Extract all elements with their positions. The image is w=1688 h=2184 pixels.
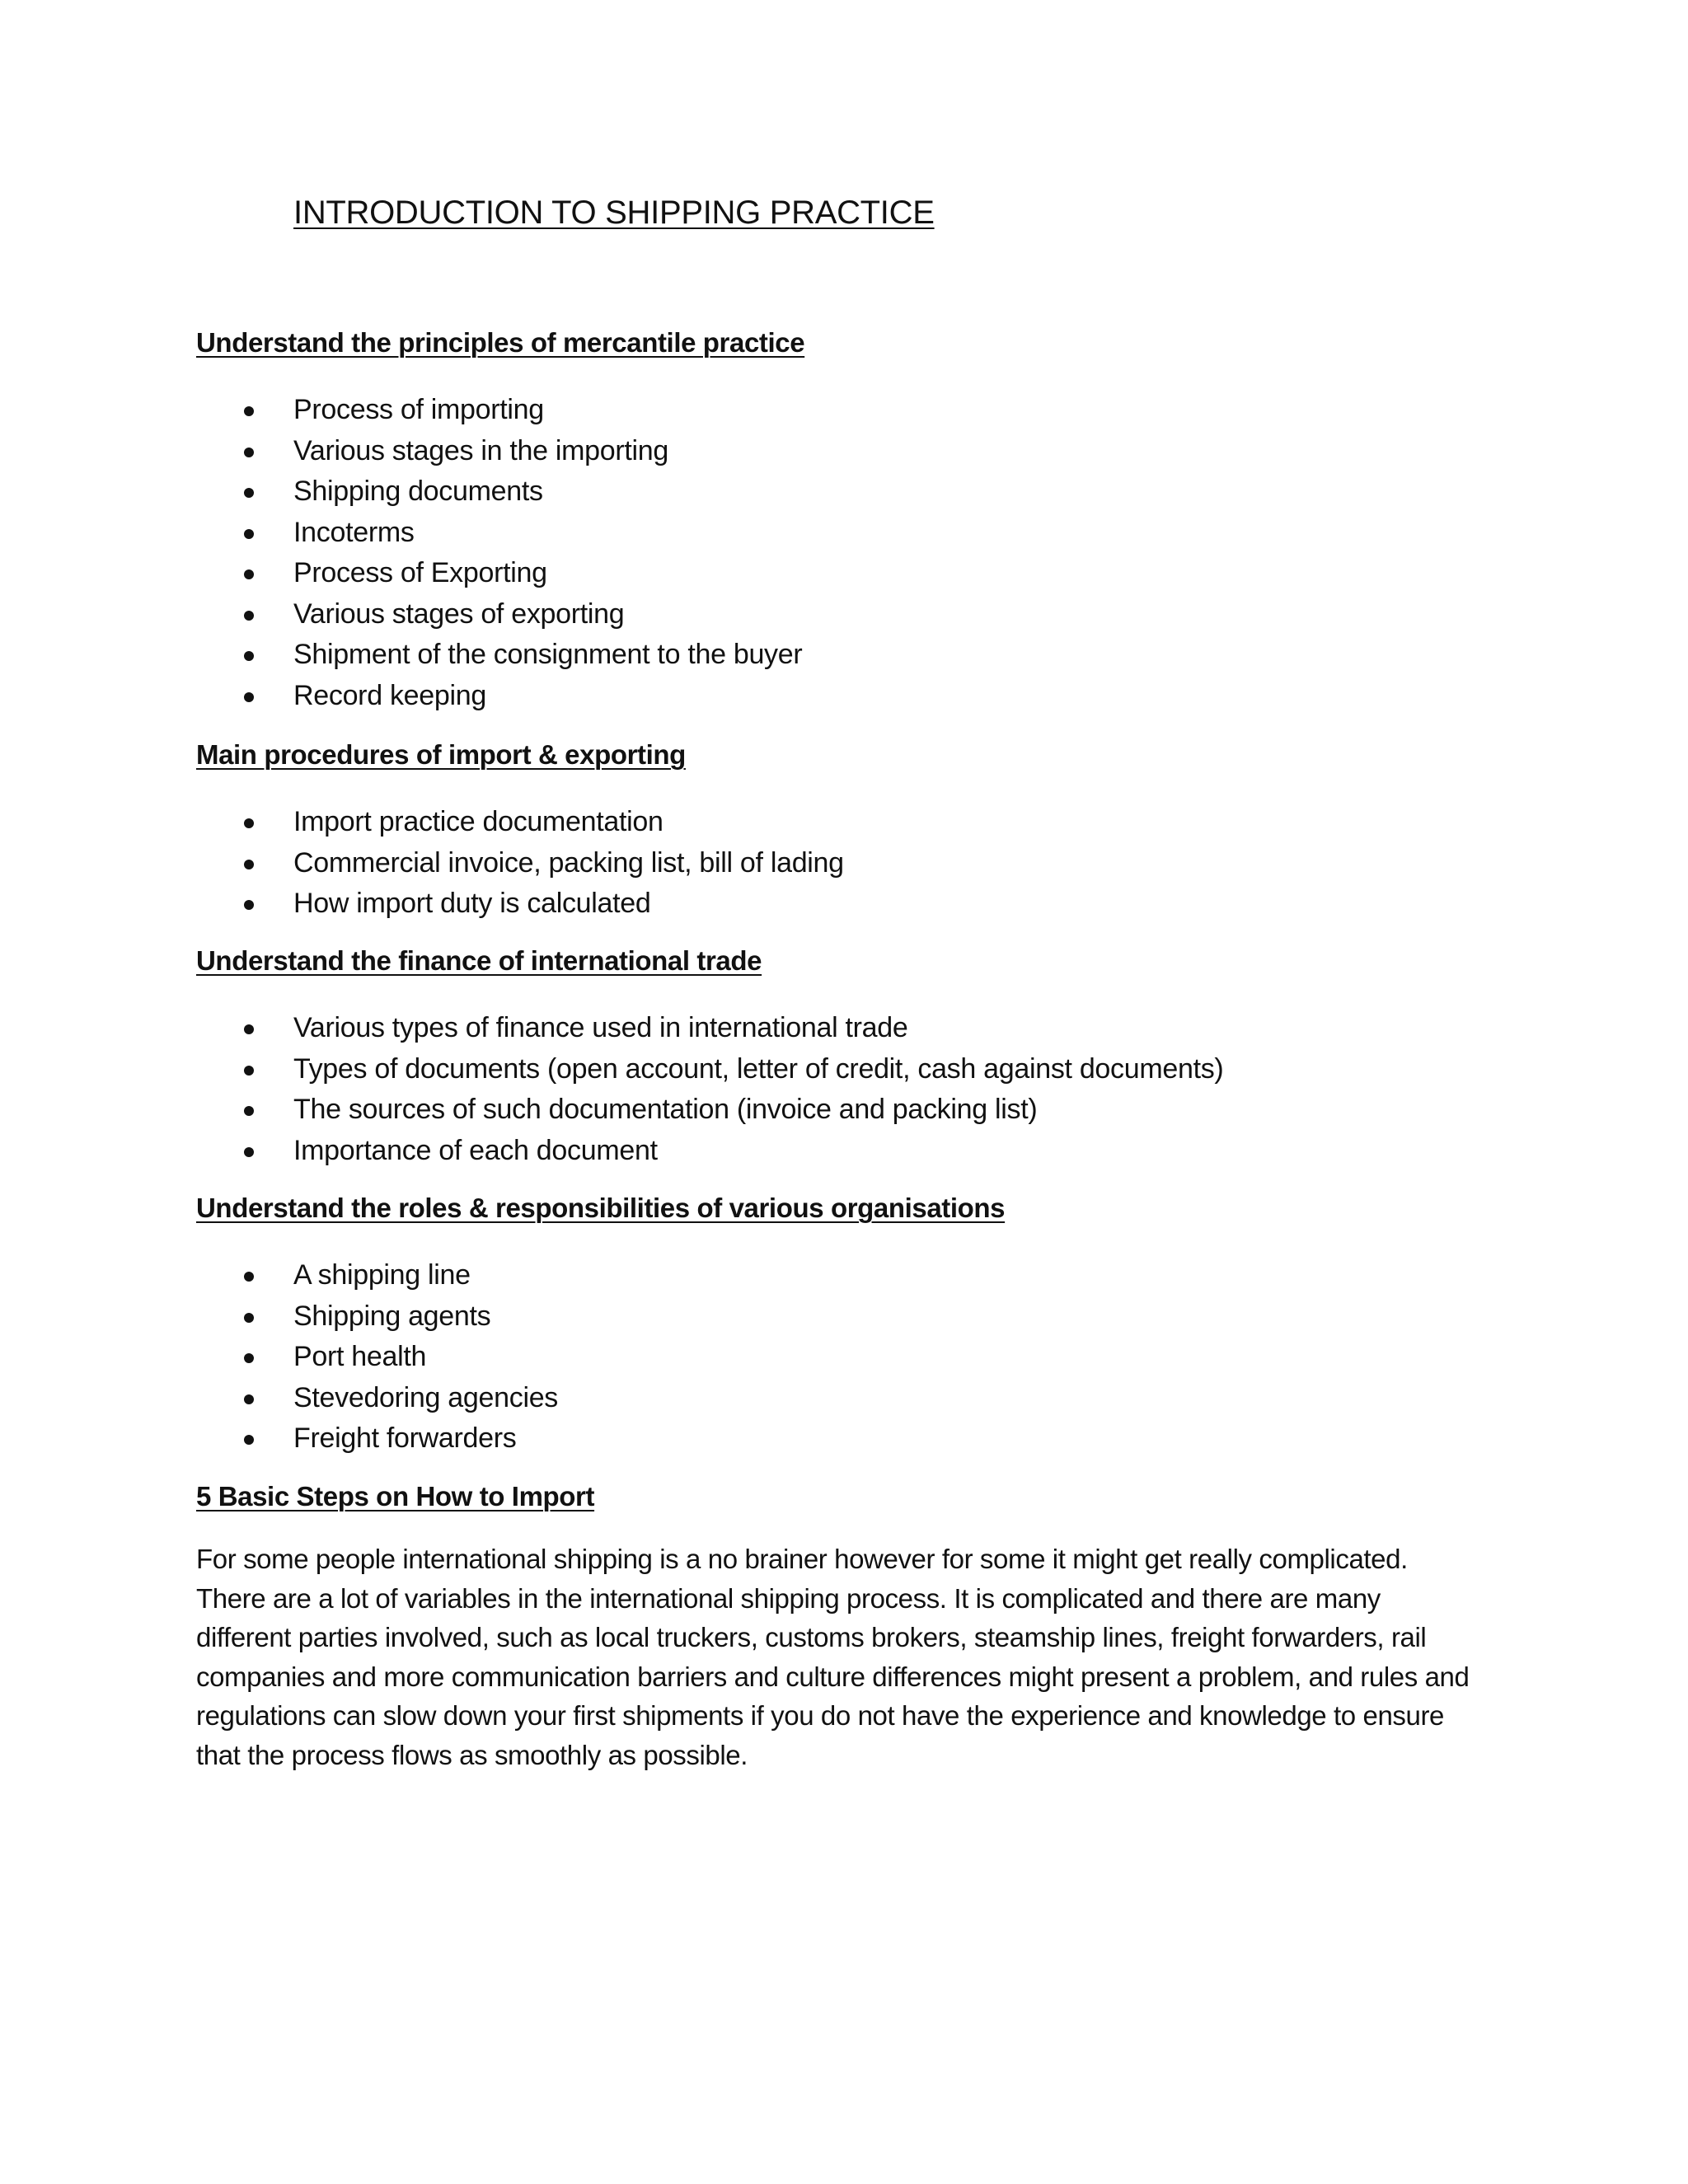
section-heading-mercantile-practice: Understand the principles of mercantile practice xyxy=(196,327,805,358)
bullet-icon xyxy=(244,1272,254,1282)
bullet-icon xyxy=(244,1147,254,1157)
bullet-icon xyxy=(244,529,254,539)
bullet-icon xyxy=(244,692,254,702)
bullet-icon xyxy=(244,1106,254,1116)
bullet-icon xyxy=(244,860,254,869)
bullet-icon xyxy=(244,1435,254,1445)
body-paragraph: For some people international shipping is a no brainer however for some it might get really complicated. There are a lot of variables in the international shipping process. It is complicated and there are many different parties involved, such as local truckers, customs brokers, steamship lines, freight forwarders, rail companies and more communication barriers and culture differences might present a problem, and rules and regulations can slow down your first shipments if you do not have the experience and knowledge to ensure that the process flows as smoothly as possible. xyxy=(196,1544,1470,1770)
bullet-icon xyxy=(244,651,254,661)
bullet-icon xyxy=(244,569,254,579)
section-heading-roles: Understand the roles & responsibilities of various organisations xyxy=(196,1193,1006,1223)
document-page: INTRODUCTION TO SHIPPING PRACTICE Understand the principles of mercantile practice Process of importing Various stages in the importing Shipping documents Incoterms Process of Exporting Various stages of exporting Shipment of the consignment to the buyer Record keeping Main procedures of import & exporting Import practice documentation Commercial invoice, packing list, bill of lading How import duty is calculated Understand the finance of international trade Various types of finance used in international trade Types of documents (open account, letter of credit, cash against documents) The sources of such documentation (invoice and packing list) Importance of each document Understand the roles & responsibilities of various organisations A shipping line Shipping agents Port health Stevedoring agencies Freight forwarders 5 Basic Steps on How to Import For some people international shipping is a no brainer however for some it might get really complicated. There are a lot of variables in the international shipping process. It is complicated and there are many different parties involved, such as local truckers, customs brokers, steamship lines, freight forwarders, rail companies and more communication barriers and culture differences might present a problem, and rules and regulations can slow down your first shipments if you do not have the experience and knowledge to ensure that the process flows as smoothly as possible. xyxy=(0,0,1688,2184)
bullet-icon xyxy=(244,1394,254,1404)
bullet-icon xyxy=(244,818,254,828)
bullet-icon xyxy=(244,448,254,457)
section-heading-import-steps: 5 Basic Steps on How to Import xyxy=(196,1481,595,1511)
section-heading-finance: Understand the finance of international trade xyxy=(196,945,762,976)
bullet-icon xyxy=(244,406,254,416)
document-title: INTRODUCTION TO SHIPPING PRACTICE xyxy=(293,194,935,231)
bullet-icon xyxy=(244,611,254,621)
bullet-icon xyxy=(244,1024,254,1034)
bullet-icon xyxy=(244,1353,254,1363)
section-heading-import-exporting: Main procedures of import & exporting xyxy=(196,739,686,770)
bullet-icon xyxy=(244,488,254,498)
bullet-icon xyxy=(244,900,254,910)
bullet-icon xyxy=(244,1066,254,1076)
bullet-icon xyxy=(244,1313,254,1323)
